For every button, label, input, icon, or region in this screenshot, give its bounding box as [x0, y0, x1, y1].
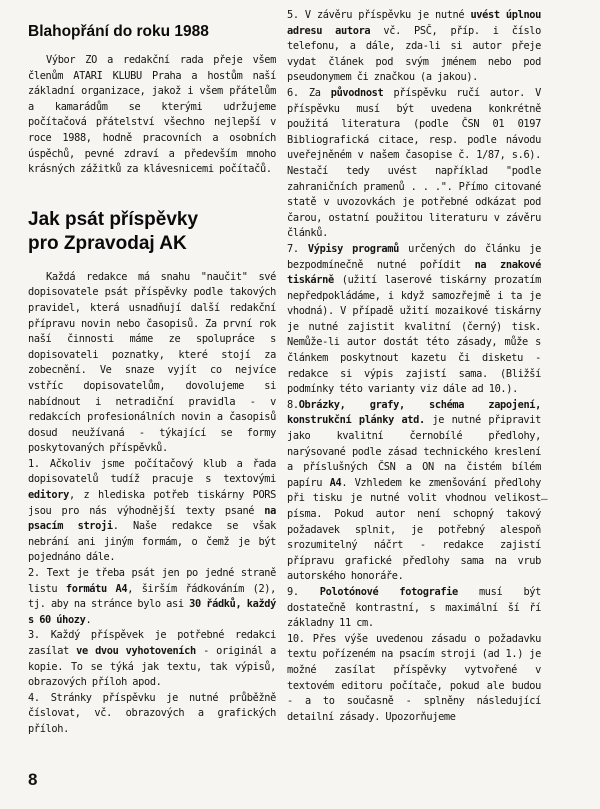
greeting-paragraph: Výbor ZO a redakční rada přeje všem členům ATARI KLUBU Praha a hostům naší základní organizace, jakož i všem přátelům a kamarádům se kterými udržujeme počítačová přátelství všechno nejlepší v roce 1988, hodně pracovních a osobních úspěchů, pevné zdraví a především mnoho krásných zážitků za klávesnicemi počítačů. [28, 54, 276, 176]
rule-item-4: 4. Stránky příspěvku je nutné průběžně číslovat, vč. obrazových a grafických příloh. [28, 691, 276, 735]
rule-item-6: 6. Za původnost příspěvku ručí autor. V příspěvku musí být uvedena konkrétně použitá literatura (podle ČSN 01 0197 Bibliografická citace, resp. podle návodu uveřejněném v našem časopise č. 1/87, s.6). Nestačí tedy uvést například "podle zahraničních pramenů . . .". Přímo citované statě v uvozovkách je potřebné odkázat pod čarou, ostatní použitou literaturu v závěru článků. [287, 86, 541, 240]
rule-item-7: 7. Výpisy programů určených do článku je bezpodmínečně nutné pořídit na znakové tiskárně (užití laserové tiskárny prozatím nepředpokládáme, i když samozřejmě i ta je vhodná). V případě užití mozaikové tiskárny je nutné zajistit kvalitní (černý) tisk. Nemůže-li autor dostát této zásady, může s článkem poskytnout kazetu či disketu - redakce si výpis zajistí sama. (Bližší podmínky této varianty viz dále ad 10.). [287, 242, 542, 396]
left-column [28, 8, 276, 738]
article-title [28, 208, 276, 256]
rule-item-1: 1. Ačkoliv jsme počítačový klub a řada dopisovatelů tudíž pracuje s textovými editory, z hlediska potřeb tiskárny PORS jsou pro nás výhodnější texty psané na psacím stroji. Naše redakce se však nebrání ani jiným formám, o čemž je být pojednáno dále. [28, 457, 276, 564]
page-number: 8 [28, 770, 38, 789]
article-title-line1: Jak psát příspěvky [28, 208, 199, 230]
rule-item-5: 5. V závěru příspěvku je nutné uvést úplnou adresu autora vč. PSČ, příp. i číslo telefonu, a dále, zda-li si autor přeje vydat článek pod svým jménem nebo pod pseudonymem či značkou (a jakou). [287, 9, 541, 84]
rule-item-10: 10. Přes výše uvedenou zásadu o požadavku textu pořízeném na psacím stroji (ad 1.) je možné zasílat příspěvky vytvořené v textovém editoru počítače, pokud ale budou - a to současně - splněny následující detailní zásady. Upozorňujeme [287, 632, 541, 723]
intro-paragraph: Každá redakce má snahu "naučit" své dopisovatele psát příspěvky podle takových pravidel, která usnadňují další redakční přípravu novin nebo časopisů. Za první rok naší činnosti máme ze spolupráce s dopisovateli poznatky, které stojí za zobecnění. Ve snaze vyjít co nejvíce vstříc dopisovatelům, dovolujeme si nabídnout i netradiční pravidla - v redakcích profesionálních novin a časopisů dosud neužívaná - týkající se formy poskytovaných příspěvků. [28, 270, 276, 455]
article-title-line2: pro Zpravodaj AK [28, 232, 187, 254]
margin-mark: – [541, 492, 548, 505]
greeting-heading: Blahopřání do roku 1988 [28, 23, 209, 40]
rule-item-3: 3. Každý příspěvek je potřebné redakci zasílat ve dvou vyhotoveních - originál a kopie. To se týká jak textu, tak výpisů, obrazových příloh apod. [28, 629, 276, 689]
rule-item-2: 2. Text je třeba psát jen po jedné straně listu formátu A4, širším řádkováním (2), tj. aby na stránce bylo asi 30 řádků, každý s 60 úhozy. [28, 567, 276, 626]
rule-item-9: 9. Polotónové fotografie musí být dostatečně kontrastní, s maximální ší ří základny 11 cm. [287, 585, 541, 630]
rule-item-8: 8.Obrázky, grafy, schéma zapojení, konstrukční plánky atd. je nutné připravit jako kvalitní černobílé předlohy, narýsované podle zásad technického kreslení a příslušných ČSN a ON na čistém bílém papíru A4. Vzhledem ke zmenšování předlohy při tisku je nutné volit vhodnou velikost písma. Pokud autor není schopný takový požadavek splnit, je potřebný alespoň srozumitelný náčrt - redakce zajistí přípravu grafické předlohy sama na vrub autorského honoráře. [287, 398, 541, 583]
right-column [287, 8, 541, 725]
